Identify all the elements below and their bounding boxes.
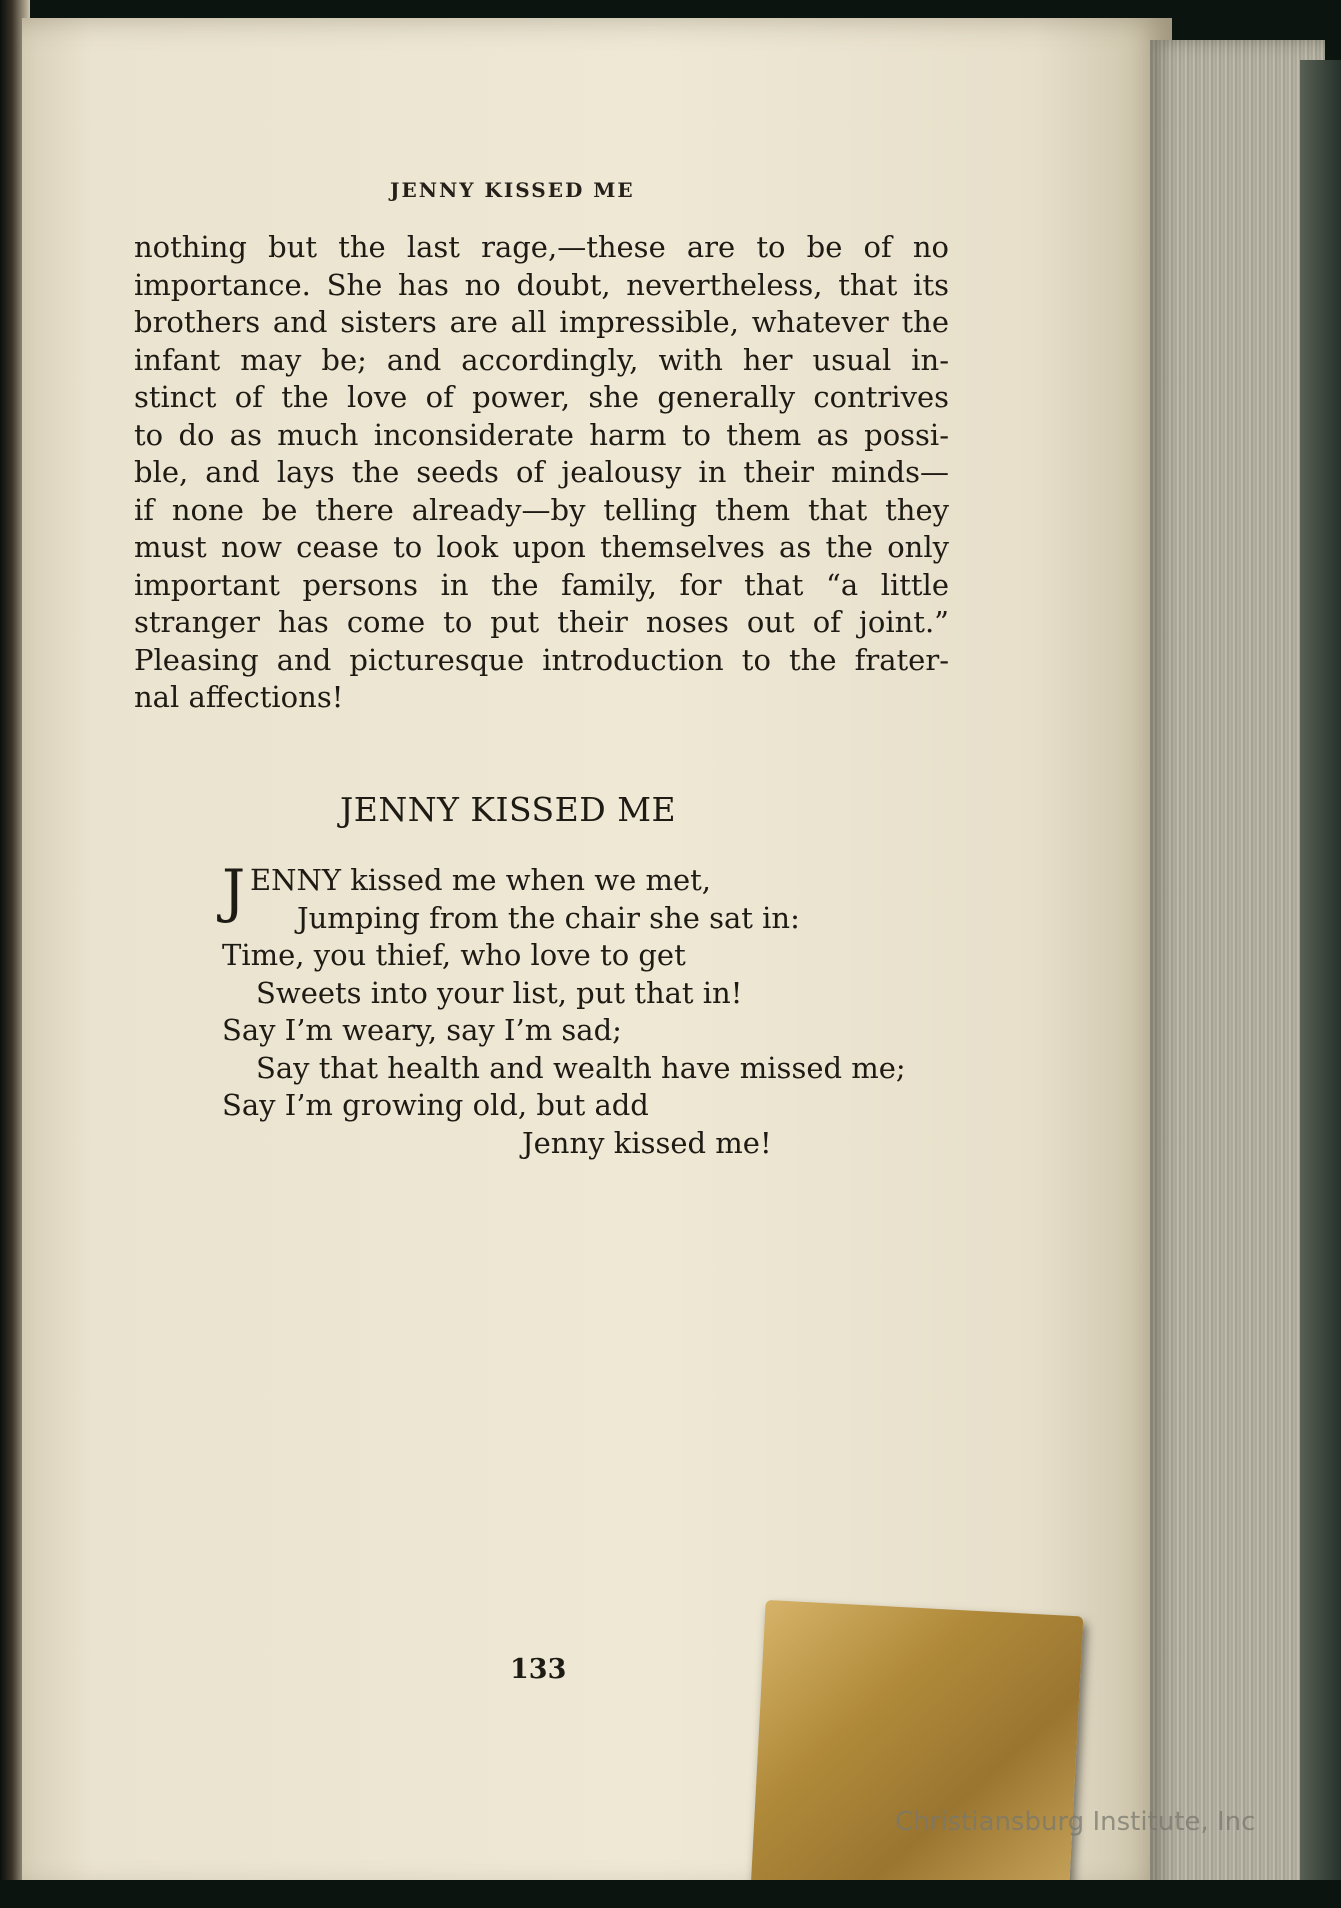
book-cover-edge: [1300, 60, 1341, 1908]
poem-title: JENNY KISSED ME: [340, 790, 677, 829]
prose-line: ble, and lays the seeds of jealousy in their minds—: [134, 455, 949, 489]
poem-line: Time, you thief, who love to get: [222, 938, 686, 972]
prose-line: importance. She has no doubt, nevertheless, that its: [134, 267, 949, 302]
poem-dropcap: J: [222, 857, 246, 925]
prose-line: infant may be; and accordingly, with her usual in-: [134, 342, 949, 377]
prose-line: if none be there already—by telling them that they: [134, 492, 949, 527]
gold-page-weight: [751, 1600, 1084, 1906]
poem-line: Jenny kissed me!: [522, 1125, 772, 1160]
prose-line: stranger has come to put their noses out of joint.”: [134, 605, 949, 639]
prose-line: important persons in the family, for that “a little: [134, 567, 949, 602]
page-number: 133: [510, 1654, 567, 1685]
poem-line: Sweets into your list, put that in!: [256, 975, 743, 1010]
prose-line: nal affections!: [134, 680, 344, 714]
prose-line: Pleasing and picturesque introduction to the frater-: [134, 642, 949, 677]
poem-line: ENNY kissed me when we met,: [250, 863, 712, 897]
prose-line: nothing but the last rage,—these are to be of no: [134, 230, 949, 264]
poem-line: Say I’m weary, say I’m sad;: [222, 1013, 622, 1047]
prose-paragraph: [134, 229, 949, 717]
prose-line: to do as much inconsiderate harm to them as possi-: [134, 417, 949, 452]
running-header: JENNY KISSED ME: [390, 178, 635, 202]
poem: [222, 857, 982, 1162]
prose-line: stinct of the love of power, she generally contrives: [134, 380, 949, 414]
page-stack-edge: [1150, 40, 1325, 1908]
poem-line: Say that health and wealth have missed me;: [256, 1050, 906, 1085]
poem-line: Say I’m growing old, but add: [222, 1088, 649, 1122]
bottom-edge: [0, 1880, 1341, 1908]
prose-line: brothers and sisters are all impressible, whatever the: [134, 305, 949, 339]
prose-line: must now cease to look upon themselves as the only: [134, 530, 949, 564]
watermark-text: Christiansburg Institute, Inc: [895, 1807, 1256, 1837]
poem-line: Jumping from the chair she sat in:: [297, 900, 800, 935]
